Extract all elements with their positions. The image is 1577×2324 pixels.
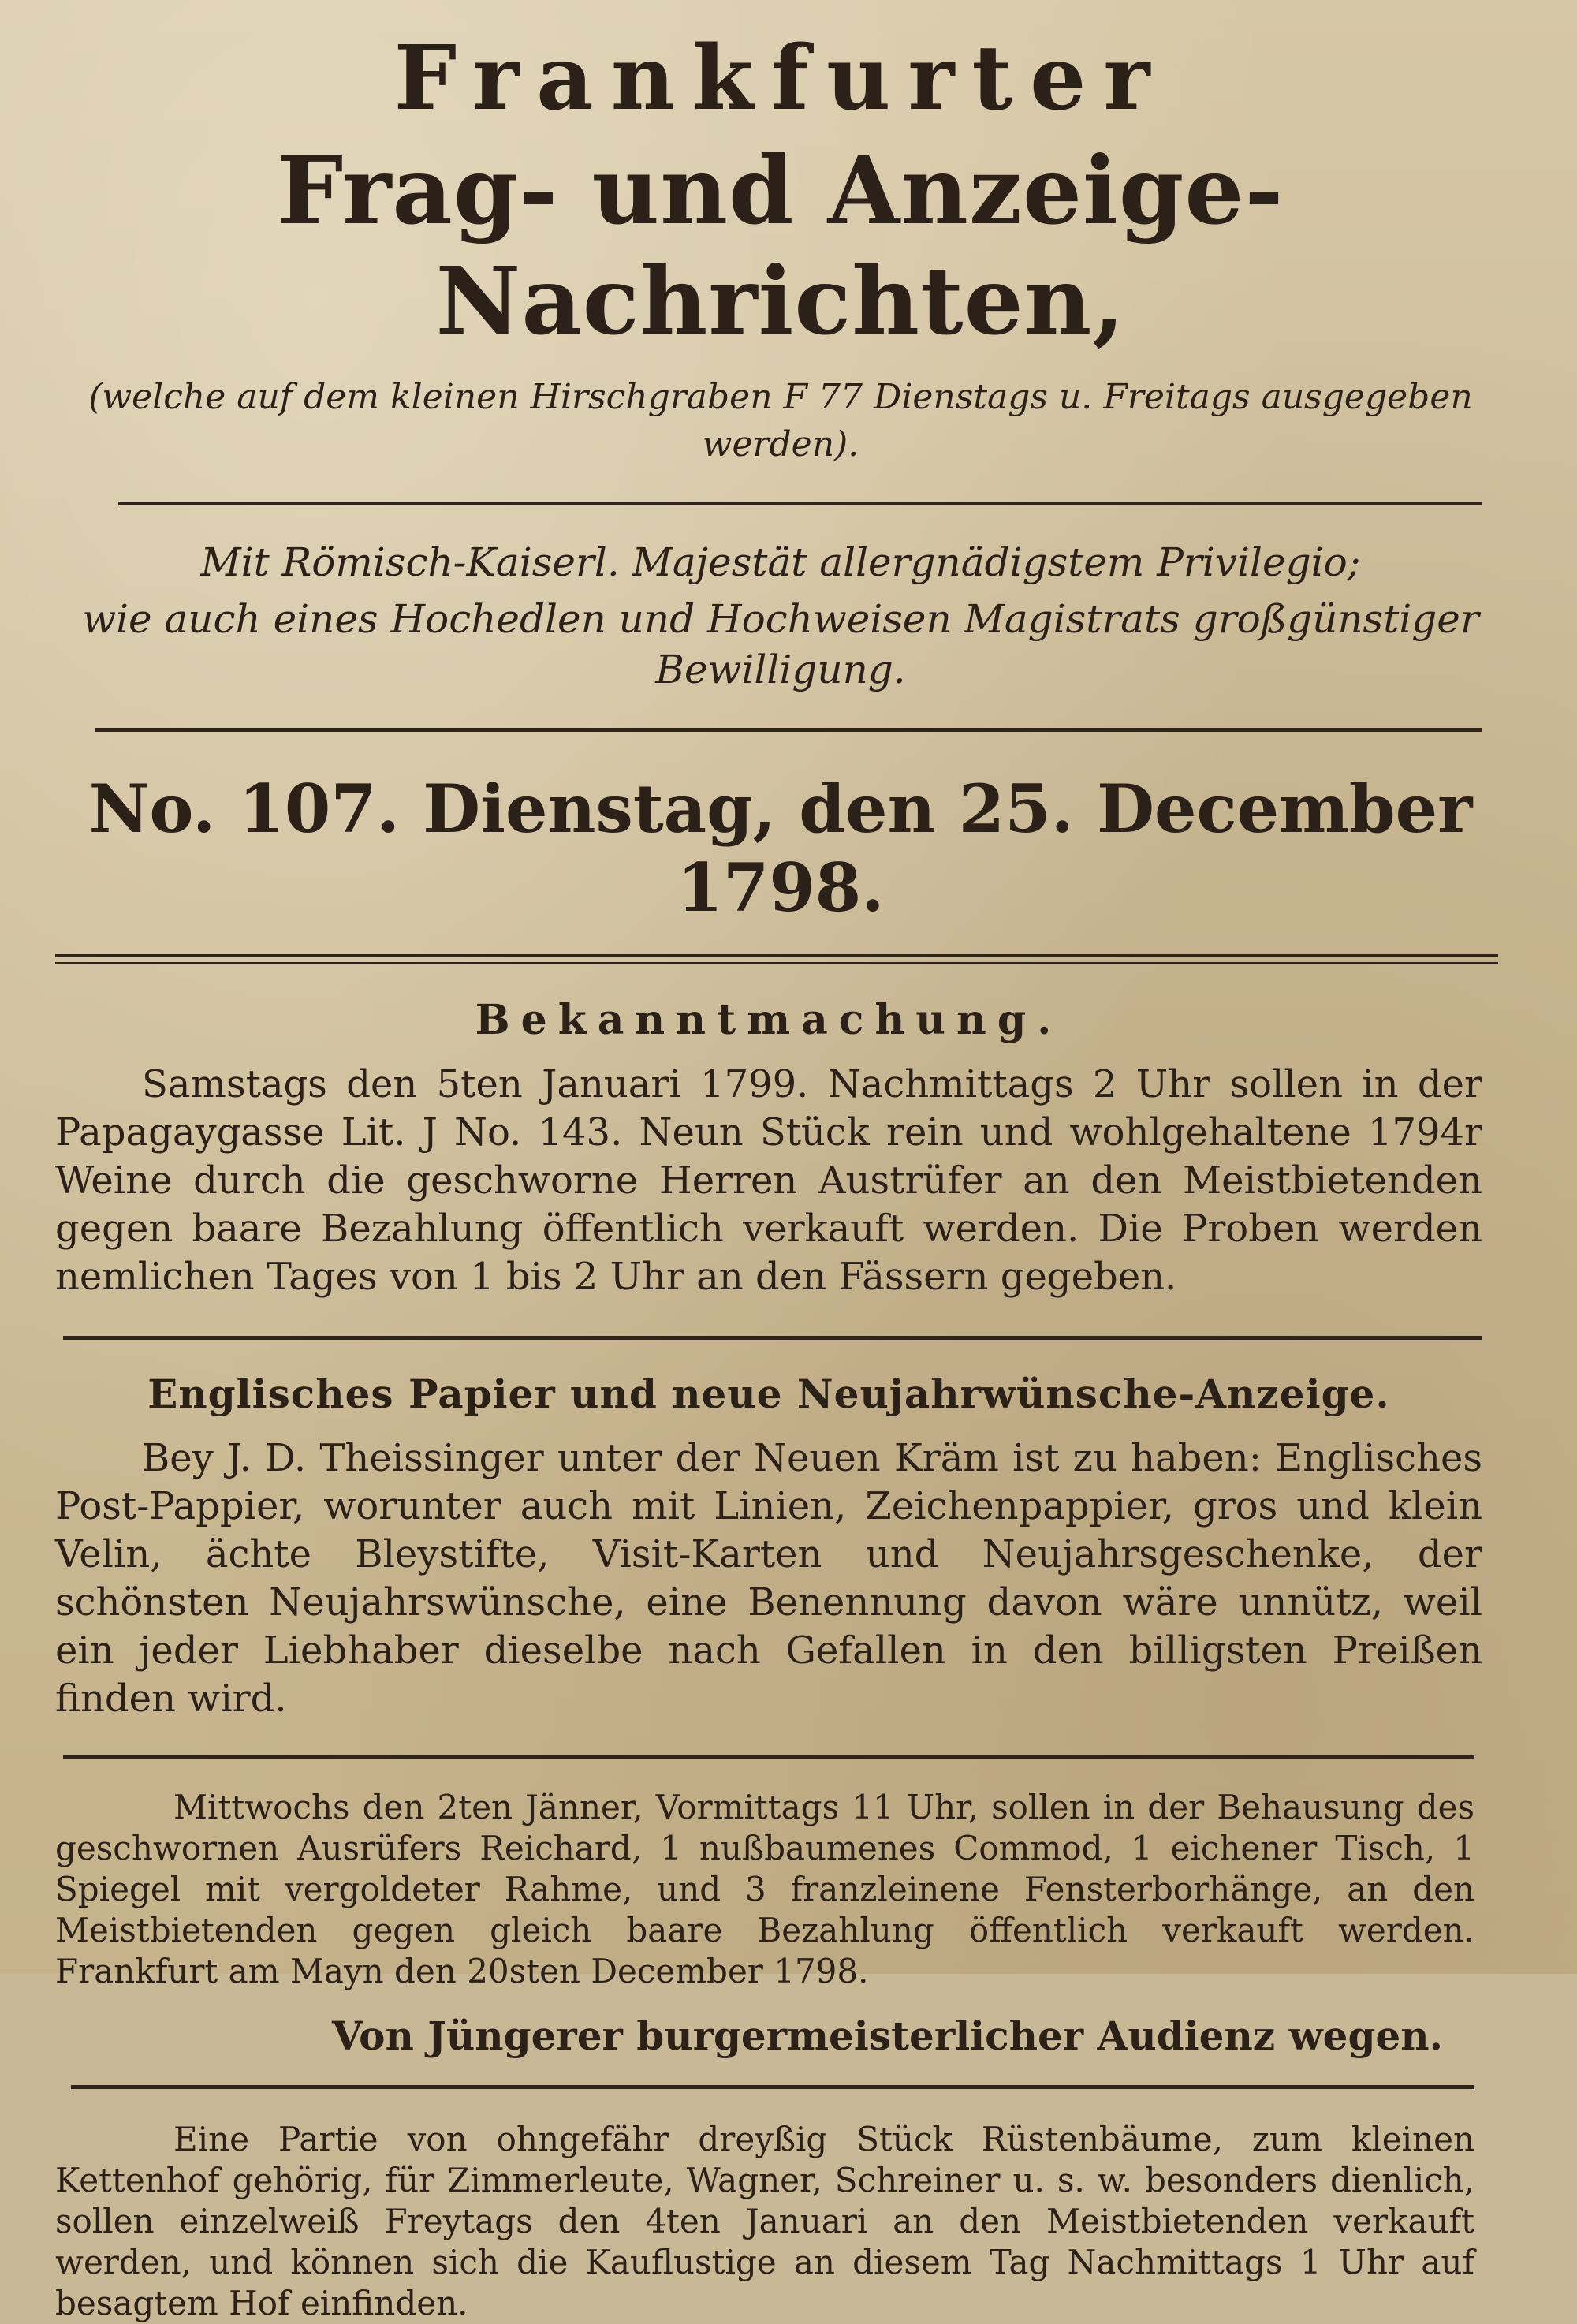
divider-rule [118,502,1482,505]
notice-text: Bey J. D. Theissinger unter der Neuen Kräm ist zu haben: Englisches Post-Pappier, worunter auch mit Linien, Zeichenpappier, gros und klein Velin, ächte Bleystifte, Visit-Karten und Neujahrsgeschenke, der schönsten Neujahrswünsche, eine Benennung davon wäre unnütz, weil ein jeder Liebhaber dieselbe nach Gefallen in den billigsten Preißen finden wird. [55,1436,1482,1721]
masthead-title: Frag- und Anzeige-Nachrichten, [277,136,1284,356]
masthead-subtitle: (welche auf dem kleinen Hirschgraben F 77 Dienstags u. Freitags ausgegeben werden). [88,377,1473,464]
issue-line: No. 107. Dienstag, den 25. December 1798. [88,770,1473,927]
notice-text: Eine Partie von ohngefähr dreyßig Stück Rüstenbäume, zum kleinen Kettenhof gehörig, für Zimmerleute, Wagner, Schreiner u. s. w. besonders dienlich, sollen einzelweiß Freytags den 4ten Januari an den Meistbietenden verkauft werden, und können sich die Kauflustige an diesem Tag Nachmittags 1 Uhr auf besagtem Hof einfinden. [55,2120,1474,2322]
notice-signature: Von Jüngerer burgermeisterlicher Audienz wegen. [331,2013,1443,2059]
notice-3 [55,1787,1506,2061]
notice-1 [55,993,1506,1301]
privilege-line-2: wie auch eines Hochedlen und Hochweisen Magistrats großgünstiger Bewilligung. [82,596,1479,692]
divider-double-rule [55,954,1498,964]
privilege-line-1: Mit Römisch-Kaiserl. Majestät allergnädigstem Privilegio; [200,539,1361,585]
notice-4 [55,2119,1506,2324]
divider-rule [63,1336,1482,1340]
divider-rule [71,2085,1474,2089]
privilege-block [55,537,1506,695]
masthead-line-1: Frankfurter [393,27,1168,130]
notice-text: Samstags den 5ten Januari 1799. Nachmittags 2 Uhr sollen in der Papagaygasse Lit. J No. 143. Neun Stück rein und wohlgehaltene 1794r Weine durch die geschworne Herren Austrüfer an den Meistbietenden gegen baare Bezahlung öffentlich verkauft werden. Die Proben werden nemlichen Tages von 1 bis 2 Uhr an den Fässern gegeben. [55,1062,1482,1299]
notice-2 [55,1367,1506,1723]
divider-rule [63,1755,1474,1759]
notice-title: Bekanntmachung. [475,996,1063,1044]
divider-rule [95,728,1482,732]
masthead [55,27,1506,468]
notice-title: Englisches Papier und neue Neujahrwünsche-Anzeige. [147,1371,1390,1417]
notice-text: Mittwochs den 2ten Jänner, Vormittags 11 Uhr, sollen in der Behausung des geschwornen Ausrüfers Reichard, 1 nußbaumenes Commod, 1 eichener Tisch, 1 Spiegel mit vergoldeter Rahme, und 3 franzleinene Fensterborhänge, an den Meistbietenden gegen gleich baare Bezahlung öffentlich verkauft werden. Frankfurt am Mayn den 20sten December 1798. [55,1788,1474,1990]
